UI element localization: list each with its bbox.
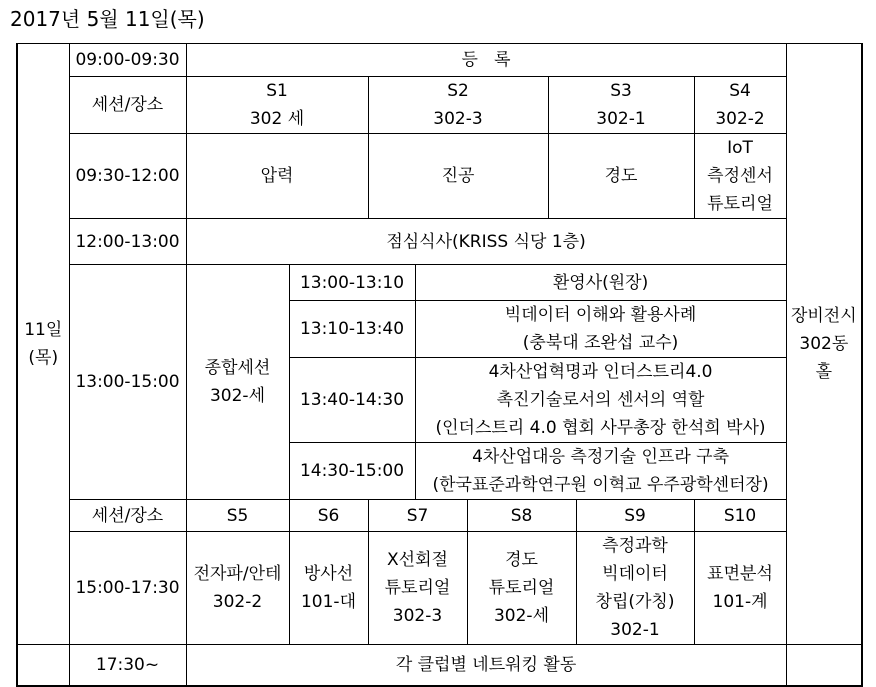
- plenary-item-cell: 환영사(원장): [415, 265, 786, 301]
- session-room-label: 세션/장소: [69, 500, 186, 532]
- topic-cell: 측정과학 빅데이터 창립(가칭) 302-1: [576, 532, 694, 645]
- table-row: [17, 265, 862, 301]
- schedule-table: [16, 43, 863, 687]
- session-s4: S4 302-2: [694, 77, 786, 134]
- session-room-label: 세션/장소: [69, 77, 186, 134]
- session-s1: S1 302 세: [186, 77, 368, 134]
- time-cell: 12:00-13:00: [69, 219, 186, 265]
- plenary-time-cell: 14:30-15:00: [289, 443, 415, 500]
- time-cell: 09:00-09:30: [69, 44, 186, 77]
- topic-cell: IoT 측정센서 튜토리얼: [694, 134, 786, 219]
- session-s7: S7: [368, 500, 467, 532]
- topic-cell: 경도: [548, 134, 694, 219]
- time-cell: 17:30~: [69, 645, 186, 686]
- registration-cell: 등 록: [186, 44, 786, 77]
- blank-cell: [17, 645, 69, 686]
- time-cell: 15:00-17:30: [69, 532, 186, 645]
- topic-cell: 방사선 101-대: [289, 532, 368, 645]
- topic-cell: 진공: [368, 134, 548, 219]
- plenary-item-cell: 4차산업대응 측정기술 인프라 구축 (한국표준과학연구원 이혁교 우주광학센터장): [415, 443, 786, 500]
- day-cell: 11일 (목): [17, 44, 69, 645]
- plenary-time-cell: 13:00-13:10: [289, 265, 415, 301]
- session-s6: S6: [289, 500, 368, 532]
- plenary-item-cell: 4차산업혁명과 인더스트리4.0 촉진기술로서의 센서의 역할 (인더스트리 4.0 협회 사무총장 한석희 박사): [415, 358, 786, 443]
- plenary-time-cell: 13:10-13:40: [289, 301, 415, 358]
- session-s10: S10: [694, 500, 786, 532]
- topic-cell: X선회절 튜토리얼 302-3: [368, 532, 467, 645]
- table-row: [17, 219, 862, 265]
- session-s3: S3 302-1: [548, 77, 694, 134]
- page-title: 2017년 5월 11일(목): [10, 7, 205, 31]
- topic-cell: 표면분석 101-계: [694, 532, 786, 645]
- topic-cell: 경도 튜토리얼 302-세: [467, 532, 576, 645]
- table-row: [17, 44, 862, 77]
- table-row: [17, 134, 862, 219]
- equipment-exhibit-cell: 장비전시 302동 홀: [786, 44, 862, 645]
- plenary-title-cell: 종합세션 302-세: [186, 265, 289, 500]
- plenary-item-cell: 빅데이터 이해와 활용사례 (충북대 조완섭 교수): [415, 301, 786, 358]
- topic-cell: 압력: [186, 134, 368, 219]
- time-cell: 09:30-12:00: [69, 134, 186, 219]
- session-s5: S5: [186, 500, 289, 532]
- table-row: [17, 532, 862, 645]
- time-cell: 13:00-15:00: [69, 265, 186, 500]
- table-row: [17, 500, 862, 532]
- table-row: [17, 77, 862, 134]
- table-row: [17, 645, 862, 686]
- topic-cell: 전자파/안테 302-2: [186, 532, 289, 645]
- blank-cell: [786, 645, 862, 686]
- session-s8: S8: [467, 500, 576, 532]
- networking-cell: 각 클럽별 네트워킹 활동: [186, 645, 786, 686]
- session-s9: S9: [576, 500, 694, 532]
- plenary-time-cell: 13:40-14:30: [289, 358, 415, 443]
- session-s2: S2 302-3: [368, 77, 548, 134]
- lunch-cell: 점심식사(KRISS 식당 1층): [186, 219, 786, 265]
